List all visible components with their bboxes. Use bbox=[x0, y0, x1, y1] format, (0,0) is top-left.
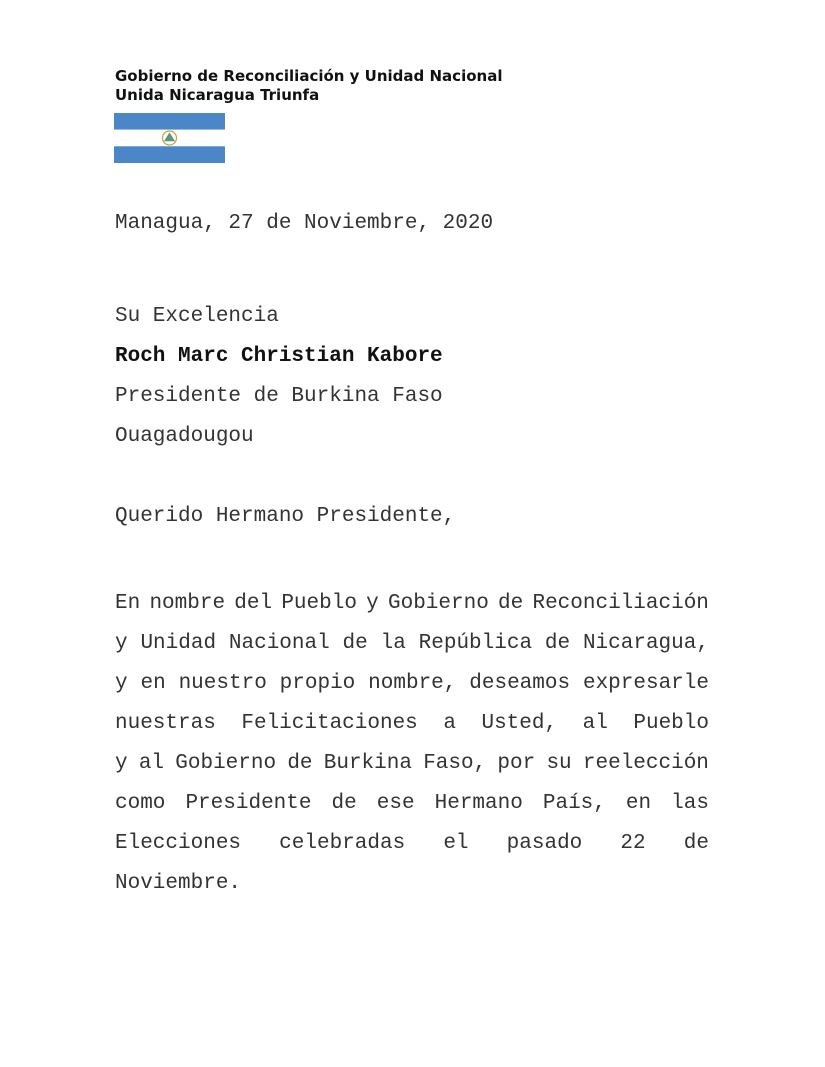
body-word: la bbox=[380, 632, 406, 655]
body-word: Felicitaciones bbox=[241, 712, 418, 735]
body-word: en bbox=[140, 672, 166, 695]
flag-bottom-stripe bbox=[114, 146, 225, 163]
body-word: Usted, bbox=[481, 712, 558, 735]
body-line bbox=[115, 664, 709, 704]
body-word: y bbox=[115, 672, 128, 695]
body-word: Pueblo bbox=[281, 592, 357, 615]
body-line-7 bbox=[115, 824, 709, 864]
recipient-city: Ouagadougou bbox=[115, 425, 254, 448]
body-word: ese bbox=[376, 792, 415, 815]
body-word: a bbox=[443, 712, 456, 735]
body-word: Burkina bbox=[323, 752, 412, 775]
body-word: Presidente bbox=[185, 792, 312, 815]
nicaragua-flag bbox=[114, 113, 225, 163]
letter-body bbox=[115, 584, 709, 904]
body-word: Nicaragua, bbox=[582, 632, 709, 655]
body-word: Unidad bbox=[140, 632, 217, 655]
body-word: nombre bbox=[149, 592, 226, 615]
body-word: deseamos bbox=[469, 672, 571, 695]
body-word: Gobierno bbox=[387, 592, 489, 615]
body-word: nuestras bbox=[115, 712, 216, 735]
body-word: su bbox=[546, 752, 572, 775]
recipient-block bbox=[115, 297, 443, 457]
body-word: Nacional bbox=[228, 632, 330, 655]
body-word: 22 bbox=[620, 832, 646, 855]
body-word: de bbox=[683, 832, 709, 855]
body-line bbox=[115, 704, 709, 744]
body-word: En bbox=[115, 592, 141, 615]
flag-top-stripe bbox=[114, 113, 225, 130]
body-word: como bbox=[115, 792, 166, 815]
body-word: y bbox=[115, 632, 128, 655]
body-word: de bbox=[498, 592, 524, 615]
body-word: Gobierno bbox=[175, 752, 277, 775]
body-word: nuestro bbox=[178, 672, 267, 695]
body-word: Faso, bbox=[423, 752, 487, 775]
body-word: de bbox=[287, 752, 313, 775]
body-word: pasado bbox=[506, 832, 583, 855]
recipient-name: Roch Marc Christian Kabore bbox=[115, 345, 443, 368]
letter-date: Managua, 27 de Noviembre, 2020 bbox=[115, 212, 494, 235]
recipient-salutation: Su Excelencia bbox=[115, 305, 279, 328]
letterhead-line-2: Unida Nicaragua Triunfa bbox=[115, 86, 320, 104]
body-word: el bbox=[443, 832, 469, 855]
body-word: del bbox=[234, 592, 273, 615]
body-word: por bbox=[497, 752, 536, 775]
body-word: País, bbox=[542, 792, 606, 815]
body-word: nombre, bbox=[368, 672, 457, 695]
letterhead bbox=[115, 67, 502, 105]
body-line bbox=[115, 784, 709, 824]
body-word: y bbox=[115, 752, 128, 775]
body-word: propio bbox=[279, 672, 356, 695]
body-word: al bbox=[138, 752, 165, 775]
body-word: Reconciliación bbox=[532, 592, 709, 615]
body-word: de bbox=[331, 792, 357, 815]
recipient-title: Presidente de Burkina Faso bbox=[115, 385, 443, 408]
body-word: de bbox=[342, 632, 368, 655]
body-word: las bbox=[671, 792, 709, 815]
body-word: y bbox=[366, 592, 379, 615]
body-word: Pueblo bbox=[633, 712, 709, 735]
body-word: Elecciones bbox=[115, 832, 242, 855]
body-word: República bbox=[418, 632, 533, 655]
body-line bbox=[115, 744, 709, 784]
body-word: expresarle bbox=[582, 672, 709, 695]
body-last-line: Noviembre. bbox=[115, 872, 242, 895]
body-word: en bbox=[625, 792, 652, 815]
body-word: celebradas bbox=[279, 832, 406, 855]
body-word: al bbox=[582, 712, 608, 735]
body-word: reelección bbox=[582, 752, 709, 775]
body-line bbox=[115, 624, 709, 664]
body-word: de bbox=[544, 632, 571, 655]
body-word: Hermano bbox=[434, 792, 523, 815]
letter-greeting: Querido Hermano Presidente, bbox=[115, 505, 456, 528]
letterhead-line-1: Gobierno de Reconciliación y Unidad Nacional bbox=[115, 67, 503, 85]
body-line bbox=[115, 584, 709, 624]
